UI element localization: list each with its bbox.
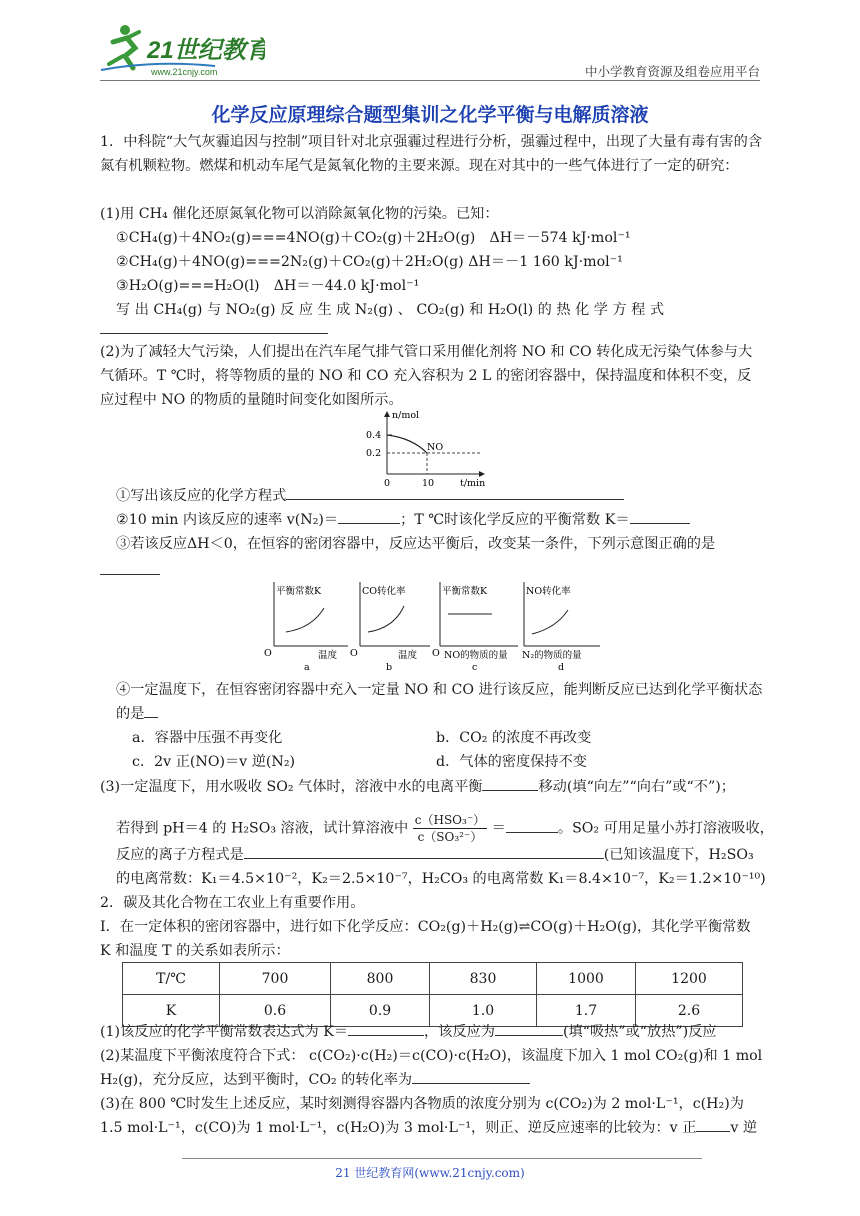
header-platform-text: 中小学教育资源及组卷应用平台 [584,64,760,79]
table-cell: 1.7 [537,995,636,1027]
graph-xtick-1: 10 [422,478,435,488]
q1-part3-line2: 若得到 pH＝4 的 H₂SO₃ 溶液，试计算溶液中 c（HSO₃⁻） c（SO₃²⁻） ＝ 。SO₂ 可用足量小苏打溶液吸收， [116,813,774,844]
table-cell: 2.6 [636,995,743,1027]
q1-sub4: ④一定温度下，在恒容密闭容器中充入一定量 NO 和 CO 进行该反应，能判断反应已达到化学平衡状态的是 [116,682,763,722]
svg-text:温度: 温度 [398,650,418,661]
svg-text:c: c [472,662,478,673]
table-cell: 800 [331,963,430,995]
q2-part1: (1)该反应的化学平衡常数表达式为 K＝ ，该反应为 (填“吸热”或“放热”)反应 [100,1024,717,1040]
footer-text: 21 世纪教育网(www.21cnjy.com) [335,1166,525,1180]
table-cell: T/℃ [123,963,220,995]
svg-text:平衡常数K: 平衡常数K [442,586,488,597]
svg-text:O: O [264,648,272,659]
q1-part2-text: (2)为了减轻大气污染，人们提出在汽车尾气排气管口采用催化剂将 NO 和 CO 转化成无污染气体参与大气循环。T ℃时，将等物质的量的 NO 和 CO 充入容积为 2 L 的密闭容器中，保持温度和体积不变，反应过程中 NO 的物质的量随时间变化如图所示。 [100,344,753,408]
table-cell: 1200 [636,963,743,995]
table-cell: 700 [220,963,331,995]
q1-part3-line4: 的电离常数：K₁＝4.5×10⁻²，K₂＝2.5×10⁻⁷，H₂CO₃ 的电离常数 K₁＝8.4×10⁻⁷，K₂＝1.2×10⁻¹⁰) [116,871,766,887]
q1-eq2: ②CH₄(g)＋4NO(g)===2N₂(g)＋CO₂(g)＋2H₂O(g) ΔH＝－1 160 kJ·mol⁻¹ [116,254,623,270]
q1-option-d: d．气体的密度保持不变 [436,754,587,770]
q1-option-b: b．CO₂ 的浓度不再改变 [436,730,592,746]
q1-eq1: ①CH₄(g)＋4NO₂(g)===4NO(g)＋CO₂(g)＋2H₂O(g) ΔH＝－574 kJ·mol⁻¹ [116,230,631,246]
answer-blank-1 [100,333,328,334]
q1-eq3: ③H₂O(g)===H₂O(l) ΔH＝－44.0 kJ·mol⁻¹ [116,278,420,294]
q1-part1-head: (1)用 CH₄ 催化还原氮氧化物可以消除氮氧化物的污染。已知： [100,206,499,222]
q2-part-i-text: Ⅰ．在一定体积的密闭容器中，进行如下化学反应：CO₂(g)＋H₂(g)⇌CO(g)＋H₂O(g)，其化学平衡常数 K 和温度 T 的关系如表所示： [100,919,751,959]
table-cell: 0.6 [220,995,331,1027]
runner-logo-icon [95,20,265,78]
q1-sub1: ①写出该反应的化学方程式 [116,484,624,508]
svg-text:温度: 温度 [318,650,338,661]
q1-option-a: a．容器中压强不再变化 [132,730,283,746]
k-temperature-table [122,962,743,1027]
svg-text:CO转化率: CO转化率 [362,586,406,597]
graph-ytick-1: 0.2 [366,448,382,459]
small-graph-c [432,582,518,673]
footer-divider [182,1158,702,1159]
q2-part2: (2)某温度下平衡浓度符合下式： c(CO₂)·c(H₂)＝c(CO)·c(H₂O)，该温度下加入 1 mol CO₂(g)和 1 mol H₂(g)，充分反应，达到平衡时，CO₂ 的转化率为 [100,1048,763,1088]
svg-text:N₂的物质的量: N₂的物质的量 [522,650,582,661]
svg-text:d: d [558,662,565,673]
table-cell: 1.0 [430,995,537,1027]
svg-text:a: a [304,662,310,673]
hso3-so3-fraction: c（HSO₃⁻） c（SO₃²⁻） [414,813,486,844]
table-cell: K [123,995,220,1027]
q1-sub2: ②10 min 内该反应的速率 v(N₂)＝ ；T ℃时该化学反应的平衡常数 K＝ [116,508,690,532]
graph-xtick-0: 0 [384,478,391,488]
graph-ytick-0: 0.4 [366,430,382,441]
table-cell: 830 [430,963,537,995]
answer-blank-2 [100,574,160,575]
graph-ylabel: n/mol [392,410,420,421]
small-graph-a [264,582,348,673]
q1-sub3: ③若该反应ΔH＜0，在恒容的密闭容器中，反应达平衡后，改变某一条件，下列示意图正确的是 [116,536,716,552]
svg-text:平衡常数K: 平衡常数K [276,586,322,597]
page-title: 化学反应原理综合题型集训之化学平衡与电解质溶液 [211,104,649,126]
header-divider [100,80,760,81]
table-row [123,963,743,995]
svg-text:NO的物质的量: NO的物质的量 [444,650,508,661]
q1-intro: 1．中科院“大气灰霾追因与控制”项目针对北京强霾过程进行分析，强霾过程中，出现了大量有毒有害的含氮有机颗粒物。燃煤和机动车尾气是氮氧化物的主要来源。现在对其中的一些气体进行了一定的研究： [100,134,762,174]
svg-text:b: b [386,662,393,673]
small-graph-b [350,582,430,673]
table-cell: 1000 [537,963,636,995]
svg-text:21世纪教育: 21世纪教育 [147,37,265,64]
svg-text:O: O [350,648,358,659]
q1-option-c: c．2v 正(NO)＝v 逆(N₂) [132,754,296,770]
svg-text:www.21cnjy.com: www.21cnjy.com [151,67,218,77]
svg-text:O: O [432,648,440,659]
site-logo [95,20,265,78]
option-graphs [260,578,605,674]
q1-part3-line1: (3)一定温度下，用水吸收 SO₂ 气体时，溶液中水的电离平衡 移动(填“向左”“向右”或“不”)； [100,779,735,795]
no-amount-graph [360,408,500,488]
graph-xlabel: t/min [460,478,486,488]
graph-series-no: NO [427,442,444,453]
q2-head: 2．碳及其化合物在工农业上有重要作用。 [100,895,365,911]
small-graph-d [522,582,600,673]
svg-text:NO转化率: NO转化率 [526,586,571,597]
q2-part3: (3)在 800 ℃时发生上述反应，某时刻测得容器内各物质的浓度分别为 c(CO₂)为 2 mol·L⁻¹，c(H₂)为 1.5 mol·L⁻¹，c(CO)为 1 mol·L⁻¹，c(H₂O)为 3 mol·L⁻¹，则正、逆反应速率的比较为：v 正 v 逆 [100,1096,758,1136]
q1-part1-ask: 写 出 CH₄(g) 与 NO₂(g) 反 应 生 成 N₂(g) 、 CO₂(g) 和 H₂O(l) 的 热 化 学 方 程 式 [116,302,665,318]
table-cell: 0.9 [331,995,430,1027]
q1-part3-line3: 反应的离子方程式是 (已知该温度下，H₂SO₃ [116,847,754,863]
